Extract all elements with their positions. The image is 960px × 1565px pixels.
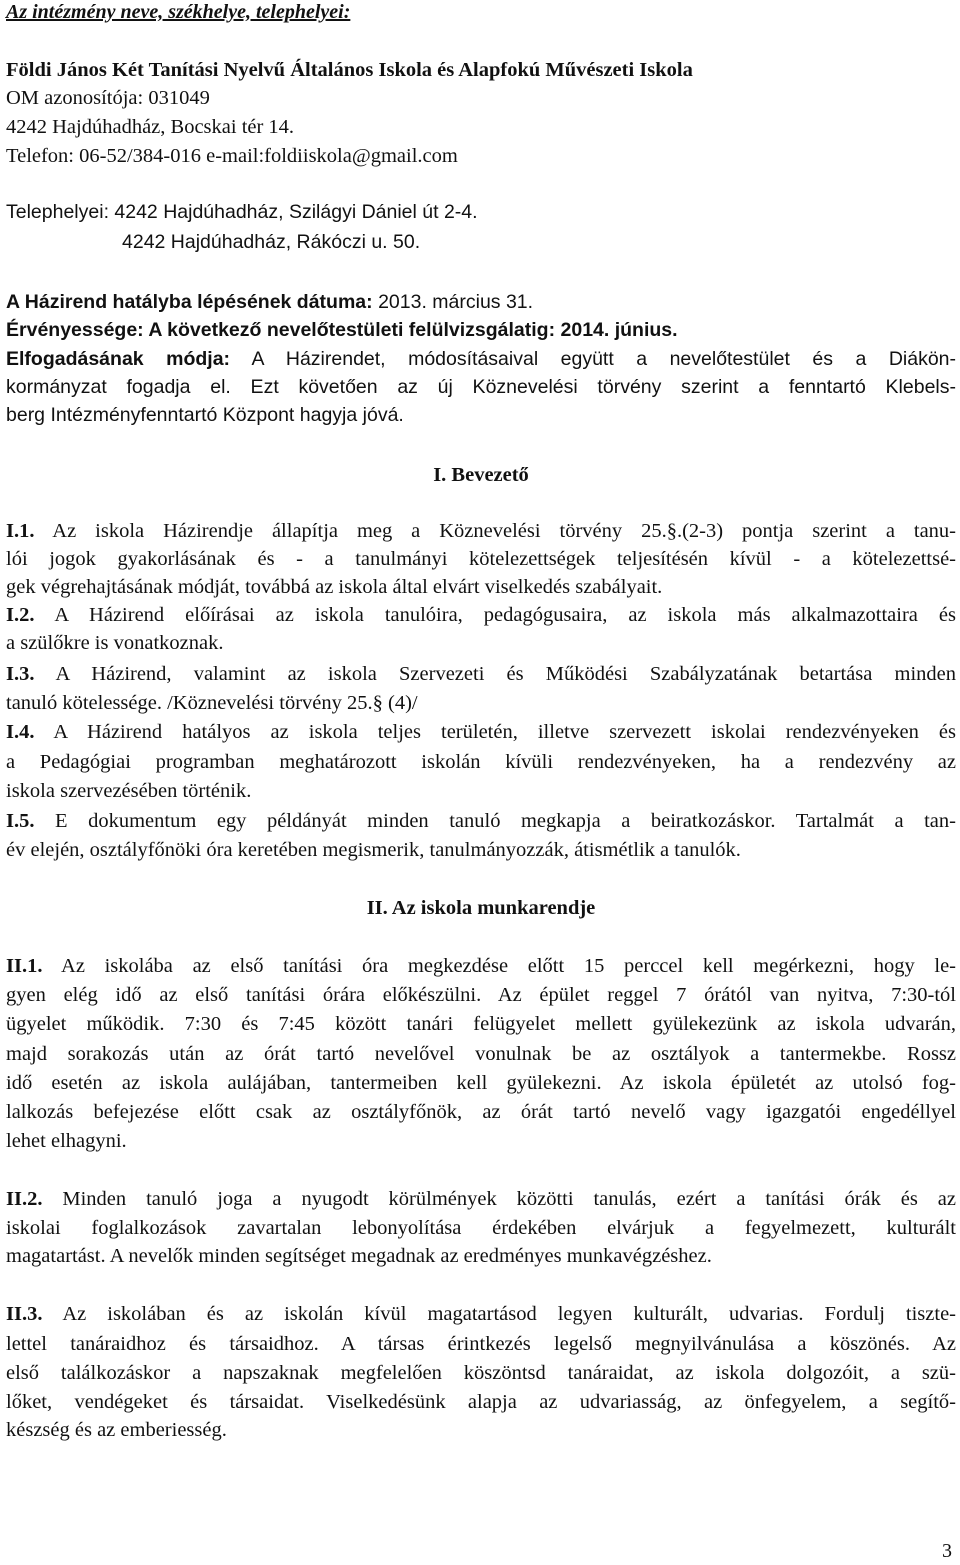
adoption-line-1 (6, 345, 956, 373)
s1-p4-text-1: A Házirend hatályos az iskola teljes területén, illetve szervezett iskolai rendezvényeken és (34, 721, 956, 743)
s1-p1-line-3: gek végrehajtásának módját, továbbá az iskola által elvárt viselkedés szabályait. (6, 576, 663, 598)
s2-p1-line-1 (6, 952, 956, 980)
adoption-line-3: berg Intézményfenntartó Központ hagyja jóvá. (6, 404, 404, 426)
effective-date (6, 288, 533, 316)
s1-p2-num: I.2. (6, 604, 35, 626)
s2-p3-text-1: Az iskolában és az iskolán kívül magatartásod legyen kulturált, udvarias. Fordulj tiszte- (42, 1303, 956, 1325)
page-number: 3 (942, 1540, 952, 1562)
s2-p1-line-2: gyen elég idő az első tanítási órára előkészülni. Az épület reggel 7 órától van nyitva, 7:30-tól (6, 984, 956, 1006)
s2-p1-line-4: majd sorakozás után az órát tartó nevelővel vonulnak be az osztályok a tantermekbe. Rossz (6, 1043, 956, 1065)
s2-p2-num: II.2. (6, 1188, 43, 1210)
institution-heading: Az intézmény neve, székhelye, telephelyei: (6, 1, 351, 23)
s1-p3-line-2: tanuló kötelessége. /Köznevelési törvény 25.§ (4)/ (6, 692, 418, 714)
s2-p1-line-3: ügyelet működik. 7:30 és 7:45 között tanári felügyelet mellett gyülekezünk az iskola udvarán, (6, 1013, 956, 1035)
s1-p1-line-2: lói jogok gyakorlásának és - a tanulmányi kötelezettségek teljesítésén kívül - a kötelezettsé- (6, 548, 956, 570)
s2-p3-num: II.3. (6, 1303, 43, 1325)
s2-p3-line-5: készség és az emberiesség. (6, 1419, 227, 1441)
s1-p3-line-1 (6, 660, 956, 688)
s1-p4-line-3: iskola szervezésében történik. (6, 780, 252, 802)
s1-p5-num: I.5. (6, 810, 35, 832)
s2-p1-text-1: Az iskolába az első tanítási óra megkezdése előtt 15 perccel kell megérkezni, hogy le- (42, 955, 956, 977)
s2-p3-line-3: első találkozáskor a napszaknak megfelelően köszöntsd tanáraidat, az iskola dolgozóit, a szü- (6, 1362, 956, 1384)
s1-p5-text-1: E dokumentum egy példányát minden tanuló megkapja a beiratkozáskor. Tartalmát a tan- (34, 810, 956, 832)
effective-label: A Házirend hatályba lépésének dátuma: (6, 291, 373, 313)
s1-p5-line-2: év elején, osztályfőnöki óra keretében megismerik, tanulmányozzák, átismétlik a tanulók. (6, 839, 741, 861)
s1-p4-line-1 (6, 718, 956, 746)
sites: Telephelyei: 4242 Hajdúhadház, Szilágyi Dániel út 2-4. (6, 201, 478, 223)
section-1-title: I. Bevezető (433, 464, 529, 486)
school-name: Földi János Két Tanítási Nyelvű Általános Iskola és Alapfokú Művészeti Iskola (6, 59, 693, 81)
s2-p2-line-2: iskolai foglalkozások zavartalan lebonyolítása érdekében elvárjuk a fegyelmezett, kulturált (6, 1217, 956, 1239)
section-2-title: II. Az iskola munkarendje (366, 897, 596, 919)
adoption-text-2a: kormányzat fogadja el. (6, 376, 231, 398)
s1-p1-num: I.1. (6, 520, 35, 542)
contact: Telefon: 06-52/384-016 e-mail:foldiiskola@gmail.com (6, 145, 458, 167)
adoption-label: Elfogadásának módja: (6, 348, 231, 370)
s2-p2-text-1: Minden tanuló joga a nyugodt körülmények közötti tanulás, ezért a tanítási órák és az (42, 1188, 956, 1210)
s1-p1-text-1: Az iskola Házirendje állapítja meg a Köznevelési törvény 25.§.(2-3) pontja szerint a tanu- (34, 520, 956, 542)
site-2: 4242 Hajdúhadház, Rákóczi u. 50. (122, 231, 421, 253)
s1-p4-line-2: a Pedagógiai programban meghatározott iskolán kívüli rendezvényeken, ha a rendezvény az (6, 751, 956, 773)
s2-p3-line-1 (6, 1300, 956, 1328)
s1-p3-num: I.3. (6, 663, 35, 685)
s1-p2-line-1 (6, 601, 956, 629)
effective-value: 2013. március 31. (372, 291, 534, 313)
adoption-text-2b: Ezt követően az új Köznevelési törvény szerint a fenntartó Klebels- (230, 376, 956, 398)
address: 4242 Hajdúhadház, Bocskai tér 14. (6, 116, 295, 138)
s1-p2-line-2: a szülőkre is vonatkoznak. (6, 632, 224, 654)
s2-p1-line-5: idő esetén az iskola aulájában, tantermeiben kell gyülekezni. Az iskola épületét az utolsó fog- (6, 1072, 956, 1094)
s2-p1-line-6: lalkozás befejezése előtt csak az osztályfőnök, az órát tartó nevelő vagy igazgatói engedéllyel (6, 1101, 956, 1123)
s2-p2-line-3: magatartást. A nevelők minden segítséget megadnak az eredményes munkavégzéshez. (6, 1245, 712, 1267)
s1-p4-num: I.4. (6, 721, 35, 743)
adoption-text-1: A Házirendet, módosításaival együtt a nevelőtestület és a Diákön- (230, 348, 957, 370)
om-id: OM azonosítója: 031049 (6, 87, 210, 109)
s2-p1-num: II.1. (6, 955, 43, 977)
s2-p3-line-4: lőket, vendégeket és társaidat. Viselkedésünk alapja az udvariasság, az önfegyelem, a segítő- (6, 1391, 956, 1413)
s2-p2-line-1 (6, 1185, 956, 1213)
s1-p2-text-1: A Házirend előírásai az iskola tanulóira, pedagógusaira, az iskola más alkalmazottaira és (34, 604, 956, 626)
adoption-line-2 (6, 373, 956, 401)
s1-p1-line-1 (6, 517, 956, 545)
s2-p3-line-2: lettel tanáraidhoz és társaidhoz. A társas érintkezés legelső megnyilvánulása a köszönés. Az (6, 1333, 956, 1355)
s2-p1-line-7: lehet elhagyni. (6, 1130, 127, 1152)
validity: Érvényessége: A következő nevelőtestületi felülvizsgálatig: 2014. június. (6, 319, 678, 341)
s1-p5-line-1 (6, 807, 956, 835)
s1-p3-text-1: A Házirend, valamint az iskola Szervezeti és Működési Szabályzatának betartása minden (34, 663, 956, 685)
